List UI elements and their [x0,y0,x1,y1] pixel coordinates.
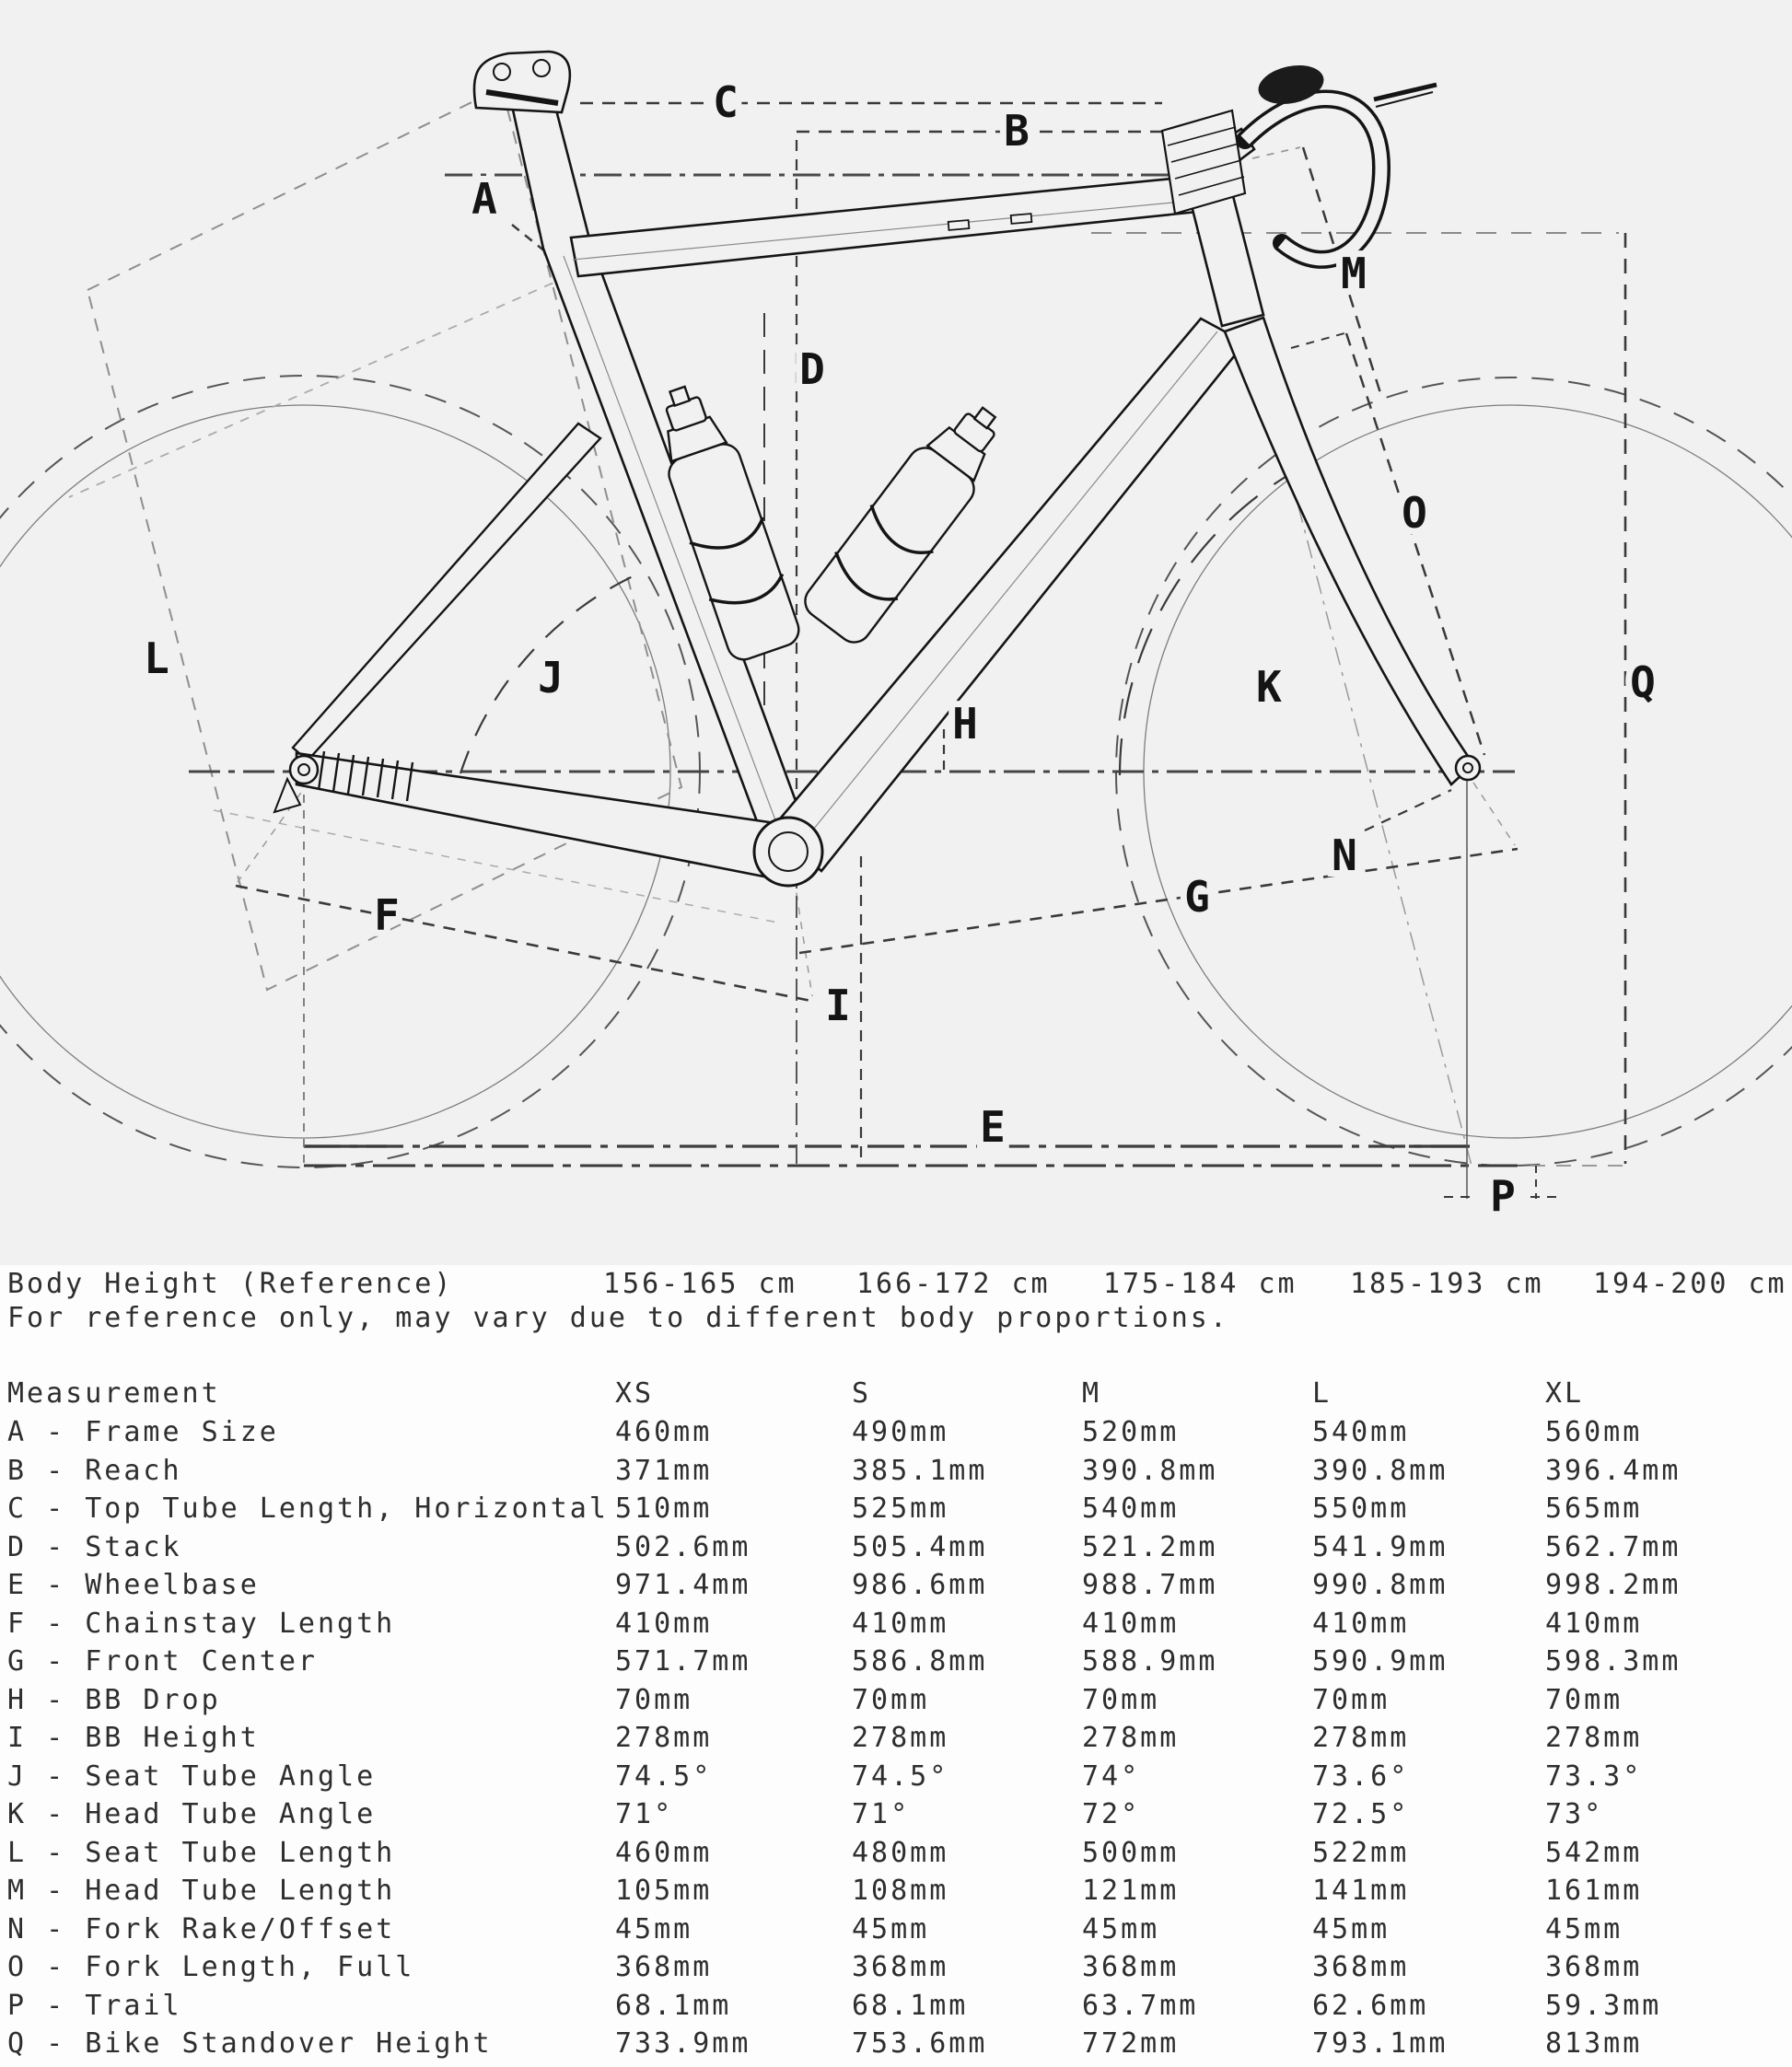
row-label: E - Wheelbase [7,1569,260,1601]
cell-xl: 560mm [1545,1416,1643,1448]
cell-xl: 59.3mm [1545,1990,1662,2022]
col-header-measurement: Measurement [7,1377,221,1410]
cell-l: 541.9mm [1312,1531,1449,1563]
cell-s: 410mm [852,1608,949,1640]
cell-l: 278mm [1312,1722,1410,1754]
cell-m: 588.9mm [1082,1645,1218,1678]
label-bb-drop: H [952,699,978,749]
cell-m: 278mm [1082,1722,1180,1754]
cell-l: 590.9mm [1312,1645,1449,1678]
cell-xl: 562.7mm [1545,1531,1681,1563]
cell-s: 70mm [852,1684,930,1716]
label-seat-tube-length: L [144,633,169,683]
cell-s: 525mm [852,1492,949,1525]
cell-xs: 371mm [615,1455,713,1487]
body-height-range-xl: 194-200 cm [1593,1268,1787,1300]
cell-l: 793.1mm [1312,2027,1449,2060]
dim-chainstay-F [236,886,816,1002]
row-label: O - Fork Length, Full [7,1951,415,1983]
body-height-label: Body Height (Reference) [7,1268,454,1300]
cell-m: 45mm [1082,1913,1160,1945]
chainstay-connector-rear [238,781,309,882]
cell-l: 368mm [1312,1951,1410,1983]
cell-m: 74° [1082,1760,1141,1793]
cell-xs: 410mm [615,1608,713,1640]
cell-m: 540mm [1082,1492,1180,1525]
cell-xs: 733.9mm [615,2027,751,2060]
dim-fork-rake-N [1365,790,1451,830]
frame-drawing [274,52,1480,886]
row-label: C - Top Tube Length, Horizontal [7,1492,609,1525]
cell-xs: 45mm [615,1913,693,1945]
label-fork-rake: N [1332,830,1357,880]
seat-stay [293,424,600,761]
dim-fork-length-O-tick [1291,333,1344,348]
cell-m: 988.7mm [1082,1569,1218,1601]
cell-xl: 542mm [1545,1837,1643,1869]
col-header-s: S [852,1377,872,1410]
cell-xl: 161mm [1545,1875,1643,1907]
cell-l: 62.6mm [1312,1990,1429,2022]
label-top-tube: C [713,77,739,127]
body-height-note: For reference only, may vary due to different body proportions. [7,1302,1229,1334]
cell-m: 390.8mm [1082,1455,1218,1487]
cell-m: 70mm [1082,1684,1160,1716]
cell-l: 990.8mm [1312,1569,1449,1601]
cell-xs: 278mm [615,1722,713,1754]
head-tube-dim-connector [1252,147,1300,158]
cell-s: 368mm [852,1951,949,1983]
col-header-l: L [1312,1377,1332,1410]
top-tube-axis-extension [69,269,585,497]
cell-xl: 410mm [1545,1608,1643,1640]
cell-s: 480mm [852,1837,949,1869]
row-label: I - BB Height [7,1722,260,1754]
cell-xs: 68.1mm [615,1990,732,2022]
saddle-clamp-bolt-left [494,64,510,80]
cell-m: 368mm [1082,1951,1180,1983]
label-fork-length: O [1402,488,1427,538]
cell-s: 385.1mm [852,1455,988,1487]
label-chainstay: F [374,890,400,940]
cell-s: 753.6mm [852,2027,988,2060]
cell-m: 520mm [1082,1416,1180,1448]
label-wheelbase: E [980,1102,1006,1152]
cell-l: 72.5° [1312,1798,1410,1830]
cell-xl: 73° [1545,1798,1604,1830]
label-head-angle: K [1256,662,1282,712]
cell-s: 68.1mm [852,1990,969,2022]
cell-xl: 813mm [1545,2027,1643,2060]
cell-xl: 368mm [1545,1951,1643,1983]
top-tube [571,177,1197,276]
row-label: A - Frame Size [7,1416,279,1448]
shifter-lever [1374,85,1437,99]
cell-xs: 502.6mm [615,1531,751,1563]
cell-s: 71° [852,1798,911,1830]
cell-l: 70mm [1312,1684,1391,1716]
col-header-xl: XL [1545,1377,1585,1410]
label-stack: D [799,344,825,394]
row-label: H - BB Drop [7,1684,221,1716]
cell-xs: 460mm [615,1416,713,1448]
label-seat-angle: J [538,653,564,703]
row-label: K - Head Tube Angle [7,1798,377,1830]
cell-s: 986.6mm [852,1569,988,1601]
bottom-bracket-bore [769,832,808,871]
cell-s: 505.4mm [852,1531,988,1563]
cell-xs: 971.4mm [615,1569,751,1601]
cell-s: 490mm [852,1416,949,1448]
cell-l: 550mm [1312,1492,1410,1525]
row-label: D - Stack [7,1531,182,1563]
cell-xs: 368mm [615,1951,713,1983]
label-head-tube-length: M [1341,249,1367,298]
cell-l: 141mm [1312,1875,1410,1907]
cell-xs: 510mm [615,1492,713,1525]
cell-l: 45mm [1312,1913,1391,1945]
cell-l: 522mm [1312,1837,1410,1869]
cell-xl: 70mm [1545,1684,1623,1716]
cell-m: 63.7mm [1082,1990,1199,2022]
cell-xl: 565mm [1545,1492,1643,1525]
fork-blade [1225,318,1473,784]
cell-xs: 70mm [615,1684,693,1716]
cell-s: 586.8mm [852,1645,988,1678]
cell-m: 772mm [1082,2027,1180,2060]
label-standover: Q [1630,657,1656,707]
cell-s: 278mm [852,1722,949,1754]
cell-l: 540mm [1312,1416,1410,1448]
body-height-range-l: 185-193 cm [1350,1268,1544,1300]
row-label: B - Reach [7,1455,182,1487]
dim-front-center-G [799,849,1518,953]
row-label: F - Chainstay Length [7,1608,396,1640]
body-height-range-m: 175-184 cm [1103,1268,1297,1300]
cell-m: 521.2mm [1082,1531,1218,1563]
cable-port-2 [1011,214,1032,224]
cell-xs: 74.5° [615,1760,713,1793]
dimension-labels [144,77,1656,1221]
cell-xs: 105mm [615,1875,713,1907]
cell-m: 72° [1082,1798,1141,1830]
body-height-range-s: 166-172 cm [856,1268,1051,1300]
col-header-xs: XS [615,1377,655,1410]
cell-xl: 45mm [1545,1913,1623,1945]
cell-s: 108mm [852,1875,949,1907]
row-label: Q - Bike Standover Height [7,2027,493,2060]
cell-xl: 598.3mm [1545,1645,1681,1678]
label-reach: B [1004,106,1030,156]
cell-s: 74.5° [852,1760,949,1793]
row-label: N - Fork Rake/Offset [7,1913,396,1945]
cell-m: 410mm [1082,1608,1180,1640]
cell-xl: 73.3° [1545,1760,1643,1793]
cable-port-1 [948,220,970,230]
cell-xl: 998.2mm [1545,1569,1681,1601]
col-header-m: M [1082,1377,1102,1410]
cell-s: 45mm [852,1913,930,1945]
cell-l: 390.8mm [1312,1455,1449,1487]
rear-axle [298,764,309,775]
body-height-range-xs: 156-165 cm [603,1268,797,1300]
row-label: M - Head Tube Length [7,1875,396,1907]
cell-xs: 71° [615,1798,674,1830]
label-front-center: G [1184,872,1210,922]
cell-l: 410mm [1312,1608,1410,1640]
cell-xl: 278mm [1545,1722,1643,1754]
label-bb-height: I [825,981,851,1030]
front-center-connector [1473,783,1515,845]
cell-xs: 571.7mm [615,1645,751,1678]
cell-m: 500mm [1082,1837,1180,1869]
saddle-clamp-bolt-right [533,60,550,76]
label-trail: P [1490,1171,1516,1221]
front-axle [1463,763,1472,772]
label-frame-size: A [471,174,497,224]
row-label: L - Seat Tube Length [7,1837,396,1869]
cell-xs: 460mm [615,1837,713,1869]
seat-tube-length-box [87,87,681,990]
row-label: J - Seat Tube Angle [7,1760,377,1793]
row-label: G - Front Center [7,1645,318,1678]
cell-xl: 396.4mm [1545,1455,1681,1487]
cell-m: 121mm [1082,1875,1180,1907]
cell-l: 73.6° [1312,1760,1410,1793]
row-label: P - Trail [7,1990,182,2022]
